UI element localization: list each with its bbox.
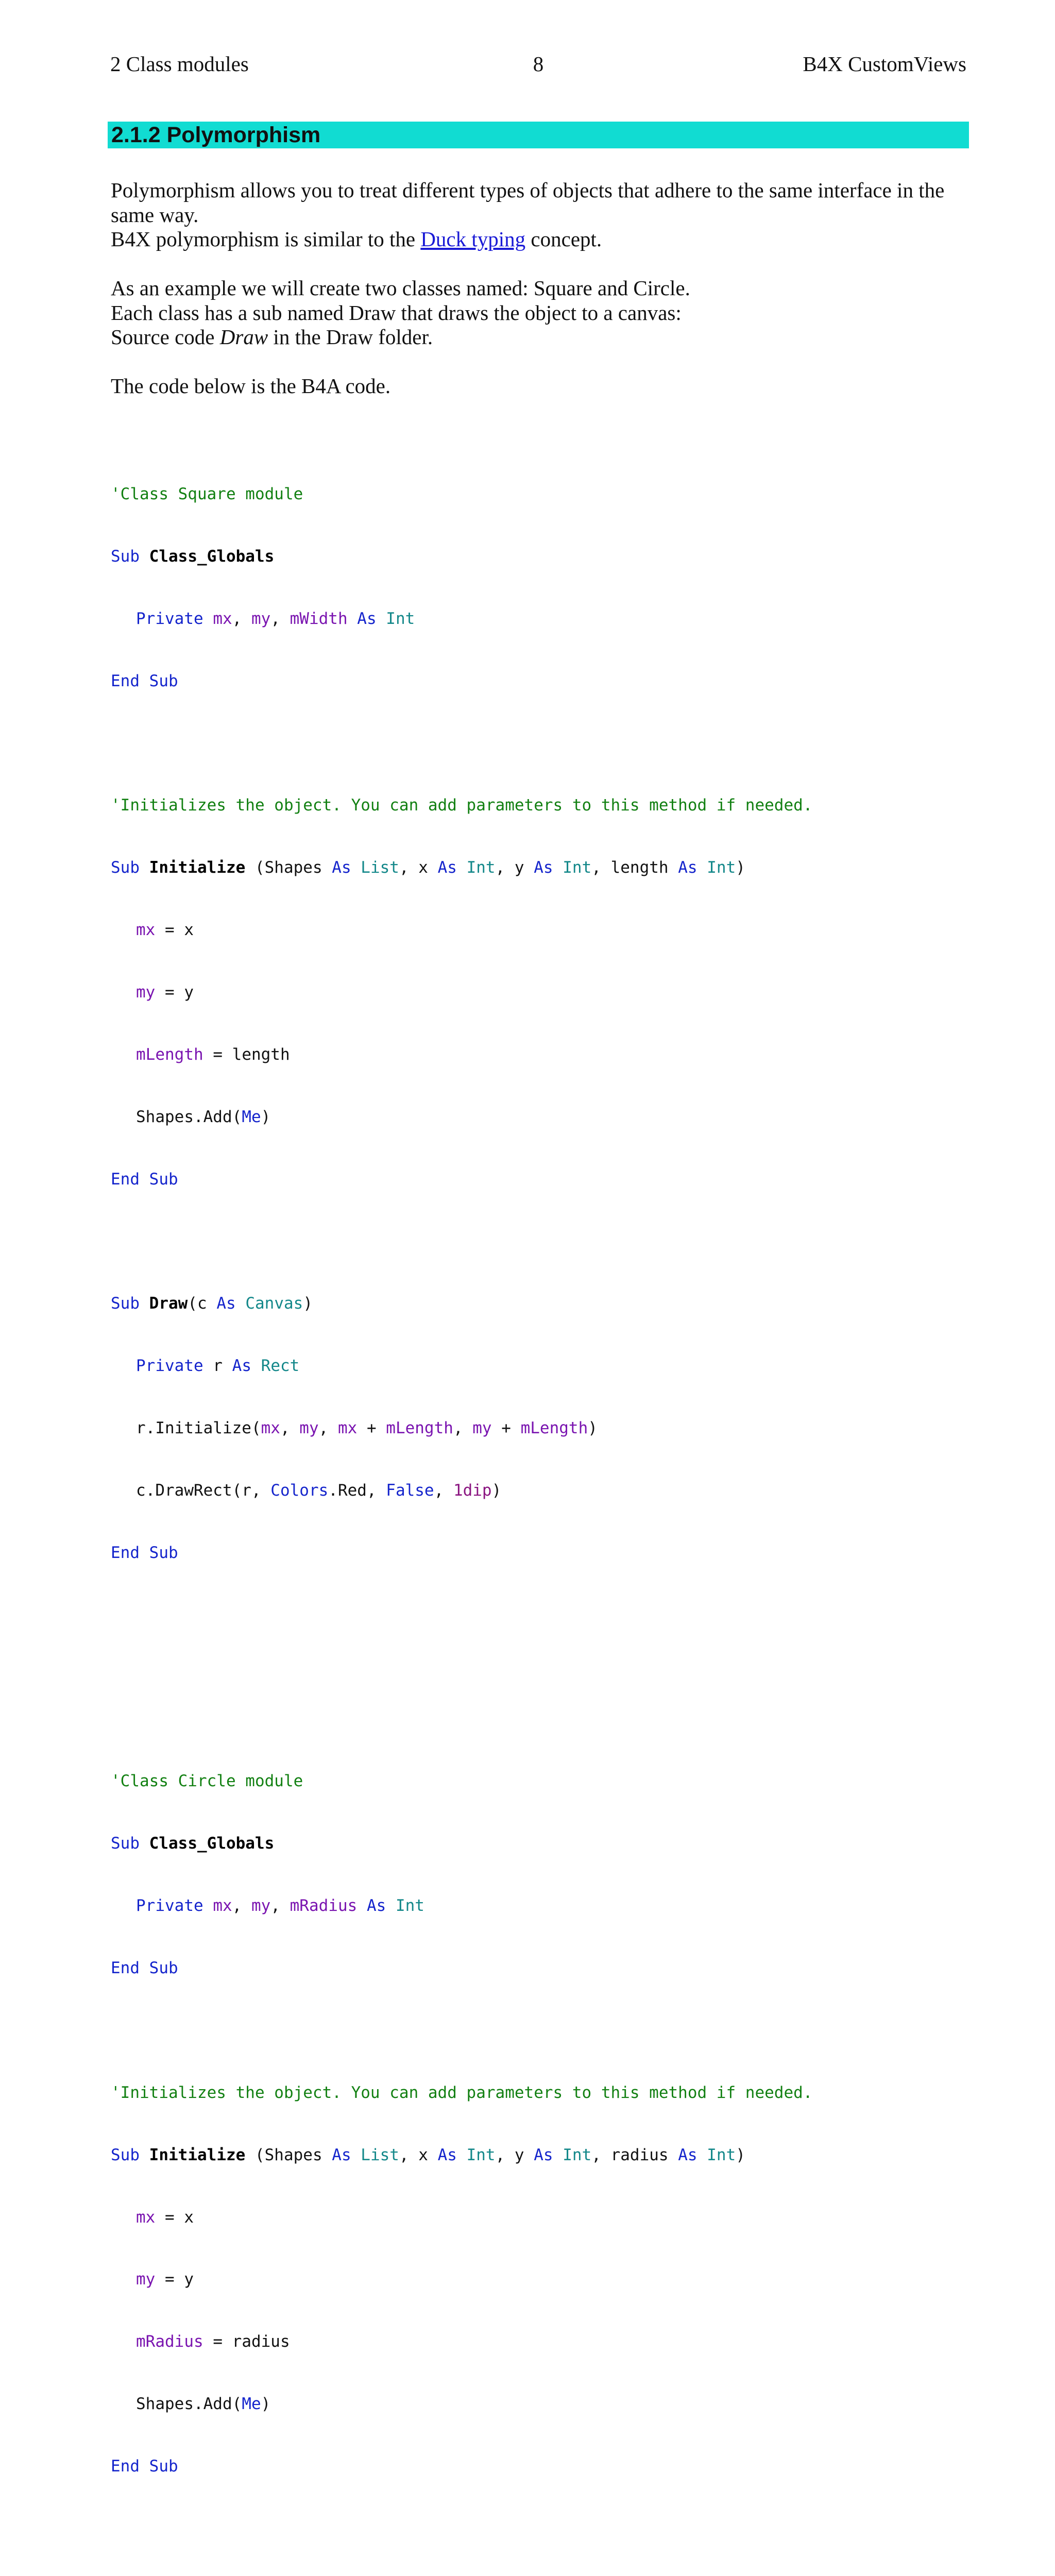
code-comment: 'Initializes the object. You can add parameters to this method if needed. — [111, 2083, 813, 2102]
header-book-title: B4X CustomViews — [803, 52, 966, 76]
paragraph-example-line3: Source code Draw in the Draw folder. — [111, 325, 433, 349]
code-line: mx = x — [136, 2208, 194, 2227]
paragraph-intro-line1: Polymorphism allows you to treat different types of objects that adhere to the same interface in the — [111, 178, 945, 202]
code-line: mx = x — [136, 921, 194, 940]
code-line: Private r As Rect — [136, 1357, 300, 1376]
paragraph-example-line1: As an example we will create two classes named: Square and Circle. — [111, 276, 690, 300]
code-line: End Sub — [111, 1544, 178, 1563]
body-text — [111, 178, 968, 399]
code-line: Private mx, my, mRadius As Int — [136, 1896, 424, 1916]
duck-typing-prefix: B4X polymorphism is similar to the — [111, 227, 421, 251]
source-code-name: Draw — [219, 325, 268, 349]
paragraph-duck-typing — [111, 227, 968, 252]
code-line: Sub Initialize (Shapes As List, x As Int, y As Int, length As Int) — [111, 858, 745, 877]
code-line: c.DrawRect(r, Colors.Red, False, 1dip) — [136, 1481, 502, 1500]
header-page-number: 8 — [533, 52, 544, 76]
paragraph-example-line2: Each class has a sub named Draw that draws the object to a canvas: — [111, 300, 682, 325]
code-line: Shapes.Add(Me) — [136, 2395, 271, 2414]
code-line: r.Initialize(mx, my, mx + mLength, my + mLength) — [136, 1419, 598, 1438]
code-comment: 'Class Circle module — [111, 1772, 303, 1791]
paragraph-code-note: The code below is the B4A code. — [111, 374, 391, 398]
code-line: Shapes.Add(Me) — [136, 1107, 271, 1126]
code-line: End Sub — [111, 2457, 178, 2476]
code-comment: 'Initializes the object. You can add parameters to this method if needed. — [111, 796, 813, 815]
code-comment: 'Class Square module — [111, 484, 303, 503]
code-line: mRadius = radius — [136, 2332, 290, 2351]
code-line: End Sub — [111, 1958, 178, 1977]
code-block — [111, 421, 968, 2576]
paragraph-intro-line2: same way. — [111, 202, 199, 227]
duck-typing-suffix: concept. — [525, 227, 602, 251]
code-line: mLength = length — [136, 1045, 290, 1064]
section-title: 2.1.2 Polymorphism — [111, 123, 321, 147]
header-chapter: 2 Class modules — [110, 52, 249, 76]
section-heading-bar — [108, 122, 969, 148]
code-line: my = y — [136, 983, 194, 1002]
duck-typing-link[interactable]: Duck typing — [420, 227, 526, 251]
running-header — [110, 49, 966, 78]
code-line: my = y — [136, 2270, 194, 2289]
code-line: End Sub — [111, 1170, 178, 1189]
code-line: Sub Class_Globals — [111, 547, 275, 566]
code-line: End Sub — [111, 671, 178, 690]
code-line: Sub Draw(c As Canvas) — [111, 1294, 313, 1313]
code-line: Sub Initialize (Shapes As List, x As Int, y As Int, radius As Int) — [111, 2145, 745, 2164]
code-line: Sub Class_Globals — [111, 1834, 275, 1853]
code-line: Private mx, my, mWidth As Int — [136, 609, 415, 628]
